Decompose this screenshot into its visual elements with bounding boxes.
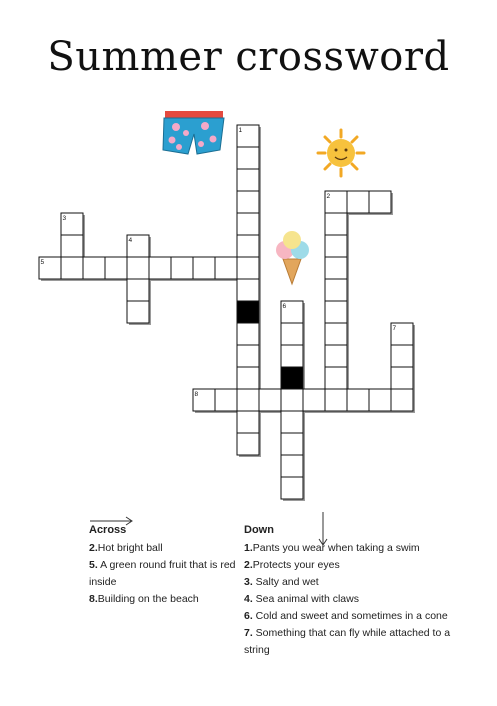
- grid-cell[interactable]: [325, 235, 347, 257]
- grid-cell[interactable]: [83, 257, 105, 279]
- grid-cell[interactable]: [237, 213, 259, 235]
- grid-cell[interactable]: [237, 169, 259, 191]
- grid-cell[interactable]: [237, 389, 259, 411]
- clue-across-5: 5. A green round fruit that is red inside: [89, 559, 236, 588]
- ice-cream-icon: [276, 231, 309, 284]
- grid-cell[interactable]: [325, 345, 347, 367]
- grid-cell[interactable]: [281, 411, 303, 433]
- grid-cell[interactable]: [237, 411, 259, 433]
- clue-across-8: 8.Building on the beach: [89, 593, 199, 605]
- grid-cell[interactable]: [281, 477, 303, 499]
- black-cell: [237, 301, 259, 323]
- grid-cell[interactable]: [61, 257, 83, 279]
- grid-cell[interactable]: [303, 389, 325, 411]
- clue-number-5: 5: [40, 259, 45, 266]
- grid-cell[interactable]: [281, 433, 303, 455]
- clue-across-2: 2.Hot bright ball: [89, 542, 163, 554]
- grid-cell[interactable]: [127, 301, 149, 323]
- clue-number-1: 1: [238, 127, 243, 134]
- grid-cell[interactable]: [281, 389, 303, 411]
- grid-cell[interactable]: [237, 279, 259, 301]
- grid-cell[interactable]: [237, 147, 259, 169]
- grid-cell[interactable]: [193, 257, 215, 279]
- clue-down-3: 3. Salty and wet: [244, 576, 319, 588]
- grid-cell[interactable]: [391, 367, 413, 389]
- grid-cell[interactable]: [369, 191, 391, 213]
- grid-cell[interactable]: [237, 323, 259, 345]
- grid-cell[interactable]: [105, 257, 127, 279]
- down-heading: Down: [244, 524, 274, 536]
- grid-cell[interactable]: [391, 345, 413, 367]
- grid-cell[interactable]: [149, 257, 171, 279]
- grid-cell[interactable]: [237, 433, 259, 455]
- clue-down-6: 6. Cold and sweet and sometimes in a cone: [244, 610, 448, 622]
- clue-down-1: 1.Pants you wear when taking a swim: [244, 542, 420, 554]
- grid-cell[interactable]: [215, 389, 237, 411]
- grid-cell[interactable]: [237, 191, 259, 213]
- grid-cell[interactable]: [325, 389, 347, 411]
- clue-number-6: 6: [282, 303, 287, 310]
- grid-cell[interactable]: [61, 235, 83, 257]
- down-clues: [244, 522, 474, 659]
- grid-cell[interactable]: [391, 389, 413, 411]
- black-cell: [281, 367, 303, 389]
- grid-cell[interactable]: [171, 257, 193, 279]
- grid-cell[interactable]: [325, 257, 347, 279]
- clue-number-8: 8: [194, 391, 199, 398]
- clue-number-4: 4: [128, 237, 133, 244]
- grid-cell[interactable]: [281, 345, 303, 367]
- grid-cell[interactable]: [325, 323, 347, 345]
- clue-number-7: 7: [392, 325, 397, 332]
- clue-down-7: 7. Something that can fly while attached to a string: [244, 627, 451, 656]
- grid-cell[interactable]: [325, 213, 347, 235]
- across-heading: Across: [89, 524, 127, 536]
- clue-number-2: 2: [326, 193, 331, 200]
- grid-cell[interactable]: [237, 345, 259, 367]
- swim-shorts-icon: [163, 111, 224, 154]
- clue-number-3: 3: [62, 215, 67, 222]
- across-clues: [89, 522, 239, 608]
- grid-cell[interactable]: [237, 235, 259, 257]
- grid-cell[interactable]: [325, 367, 347, 389]
- grid-cell[interactable]: [237, 257, 259, 279]
- grid-cell[interactable]: [281, 455, 303, 477]
- grid-cell[interactable]: [325, 279, 347, 301]
- sun-icon: [318, 130, 364, 176]
- grid-cell[interactable]: [237, 367, 259, 389]
- clue-down-4: 4. Sea animal with claws: [244, 593, 359, 605]
- grid-cell[interactable]: [259, 389, 281, 411]
- grid-cell[interactable]: [347, 191, 369, 213]
- grid-cell[interactable]: [325, 301, 347, 323]
- grid-cell[interactable]: [127, 279, 149, 301]
- grid-cell[interactable]: [281, 323, 303, 345]
- clue-down-2: 2.Protects your eyes: [244, 559, 340, 571]
- grid-cell[interactable]: [369, 389, 391, 411]
- page-title: Summer crossword: [47, 34, 450, 80]
- grid-cell[interactable]: [347, 389, 369, 411]
- grid-cell[interactable]: [215, 257, 237, 279]
- grid-cell[interactable]: [127, 257, 149, 279]
